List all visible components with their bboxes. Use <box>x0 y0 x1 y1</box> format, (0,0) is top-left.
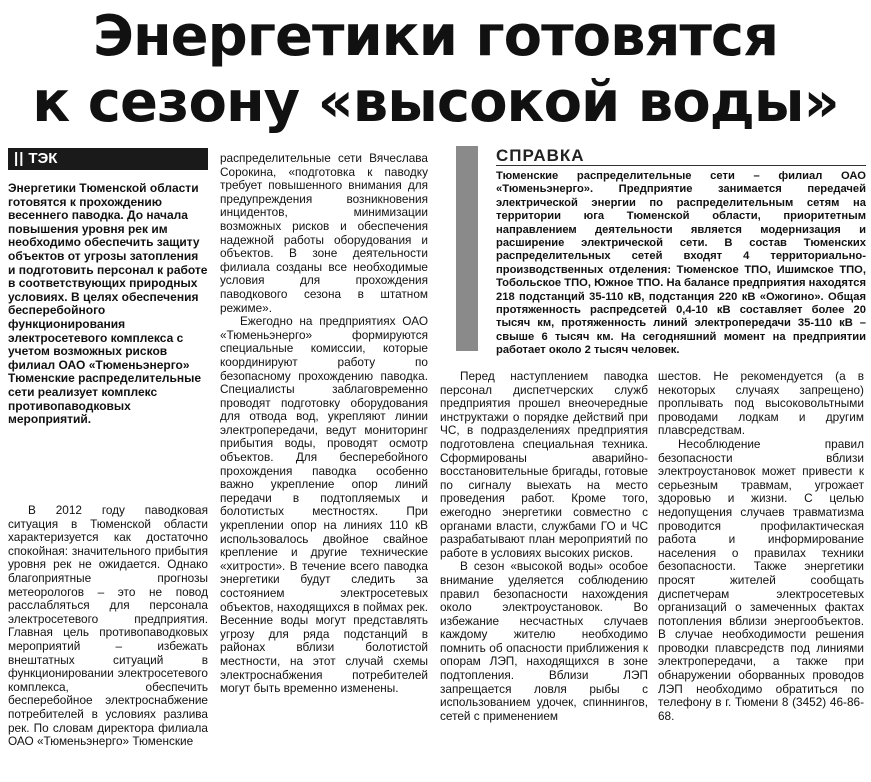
sidebar-accent-bar <box>456 146 478 351</box>
lead-paragraph: Энергетики Тюменской области готовятся к прохождению весеннего паводка. До начала повышения уровня рек им необходимо обеспечить защиту объектов от угрозы затопления и подготовить персонал к работе в соответствующих природных условиях. В целях обеспечения бесперебойного функционирования электросетевого комплекса с учетом возможных рисков филиал ОАО «Тюменьэнерго» Тюменские распределительные сети реализует комплекс противопаводковых мероприятий. <box>8 181 208 427</box>
paragraph: В 2012 году паводковая ситуация в Тюменской области характеризуется как достаточно спокойная: значительного прибытия уровня рек не ожидается. Однако благоприятные прогнозы метеорологов – это не повод расслабляться для персонала электросетевого предприятия. Главная цель противопаводковых мероприятий – избежать внештатных ситуаций в функционировании электросетевого комплекса, обеспечить бесперебойное электроснабжение потребителей в условиях разлива рек. По словам директора филиала ОАО «Тюменьэнерго» Тюменские <box>8 503 208 749</box>
article-column-3 <box>440 370 648 723</box>
paragraph: Несоблюдение правил безопасности вблизи электроустановок может привести к серьезным травмам, угрожает здоровью и жизни. С целью недопущения случаев травматизма проводится профилактическая работа и информирование населения о правилах техники безопасности. Также энергетики просят жителей сообщать диспетчерам электросетевых организаций о замеченных фактах потопления вблизи энергообъектов. В случае необходимости решения проводки плавсредств под линиями электропередачи, а также при обнаружении оборванных проводов ЛЭП необходимо обратиться по телефону в г. Тюмени 8 (3452) 46-86-68. <box>658 436 864 723</box>
sidebar-text: Тюменские распределительные сети – филиал ОАО «Тюменьэнерго». Предприятие занимается передачей электрической энергии по распределительным сетям на территории юга Тюменской области, приоритетным направлением деятельности является модернизация и расширение электрической сети. В состав Тюменских распределительных сетей входят 4 территориально-производственных отделения: Тюменское ТПО, Ишимское ТПО, Тобольское ТПО, Южное ТПО. На балансе предприятия находятся 218 подстанций 35-110 кВ, подстанция 220 кВ «Ожогино». Общая протяженность распредсетей 0,4-10 кВ составляет более 20 тысяч км, протяженность линий электропередачи 35-110 кВ – свыше 6 тысяч км. На сегодняшний момент на предприятии работает около 2 тысяч человек. <box>496 170 866 357</box>
paragraph: Ежегодно на предприятиях ОАО «Тюменьэнерго» формируются специальные комиссии, которые координируют работу по безопасному прохождению паводка. Специалисты заблаговременно проводят подготовку оборудования для отвода вод, укрепляют линии электропередачи, ведут мониторинг прибытия воды, проводят осмотр объектов. Для бесперебойного прохождения паводка особенно важно укрепление опор линий передачи в подтопляемых и болотистых местностях. При укреплении опор на линиях 110 кВ использовалось двойное свайное крепление и другие технические «хитрости». В течение всего паводка энергетики будут следить за состоянием электросетевых объектов, находящихся в поймах рек. Весенние воды могут представлять угрозу для ряда подстанций в районах вблизи болотистой местности, на этот случай схемы электроснабжения потребителей могут быть временно изменены. <box>220 314 428 696</box>
info-sidebar <box>456 146 866 358</box>
paragraph: распределительные сети Вячеслава Сорокина, «подготовка к паводку требует повышенного внимания для предупреждения возникновения инцидентов, минимизации возможных рисков и обеспечения надежной работы оборудования и объектов. В зоне деятельности филиала созданы все необходимые условия для прохождения паводкового сезона в штатном режиме». <box>220 151 428 315</box>
paragraph: Перед наступлением паводка персонал диспетчерских служб предприятия прошел внеочередные инструктажи о порядке действий при ЧС, в подразделениях предприятия подготовлена специальная техника. Сформированы аварийно-восстановительные бригады, готовые по сигналу выехать на место проведения работ. Кроме того, ежегодно энергетики совместно с органами власти, службами ГО и ЧС разрабатывают план мероприятий по работе в условиях высоких рисков. <box>440 369 648 560</box>
headline-line-1: Энергетики готовятся <box>92 4 779 69</box>
sidebar-title: СПРАВКА <box>496 146 585 165</box>
article-column-2 <box>220 152 428 696</box>
article-column-4 <box>658 370 864 723</box>
sidebar-rule <box>496 165 866 166</box>
rubric-bars: || <box>14 150 25 167</box>
headline <box>0 4 871 136</box>
section-rubric <box>8 148 208 170</box>
headline-line-2: к сезону «высокой воды» <box>32 70 839 135</box>
article-column-1 <box>8 504 208 749</box>
paragraph: В сезон «высокой воды» особое внимание уделяется соблюдению правил безопасности нахождения около электроустановок. Во избежание несчастных случаев каждому жителю необходимо помнить об опасности приближения к опорам ЛЭП, находящихся в зоне подтопления. Вблизи ЛЭП запрещается ловля рыбы с использованием удочек, спиннингов, сетей с применением <box>440 559 648 723</box>
rubric-label: ТЭК <box>28 150 58 167</box>
paragraph: шестов. Не рекомендуется (а в некоторых случаях запрещено) проплывать под высоковольтными проводами лодкам и другим плавсредствам. <box>658 369 864 438</box>
